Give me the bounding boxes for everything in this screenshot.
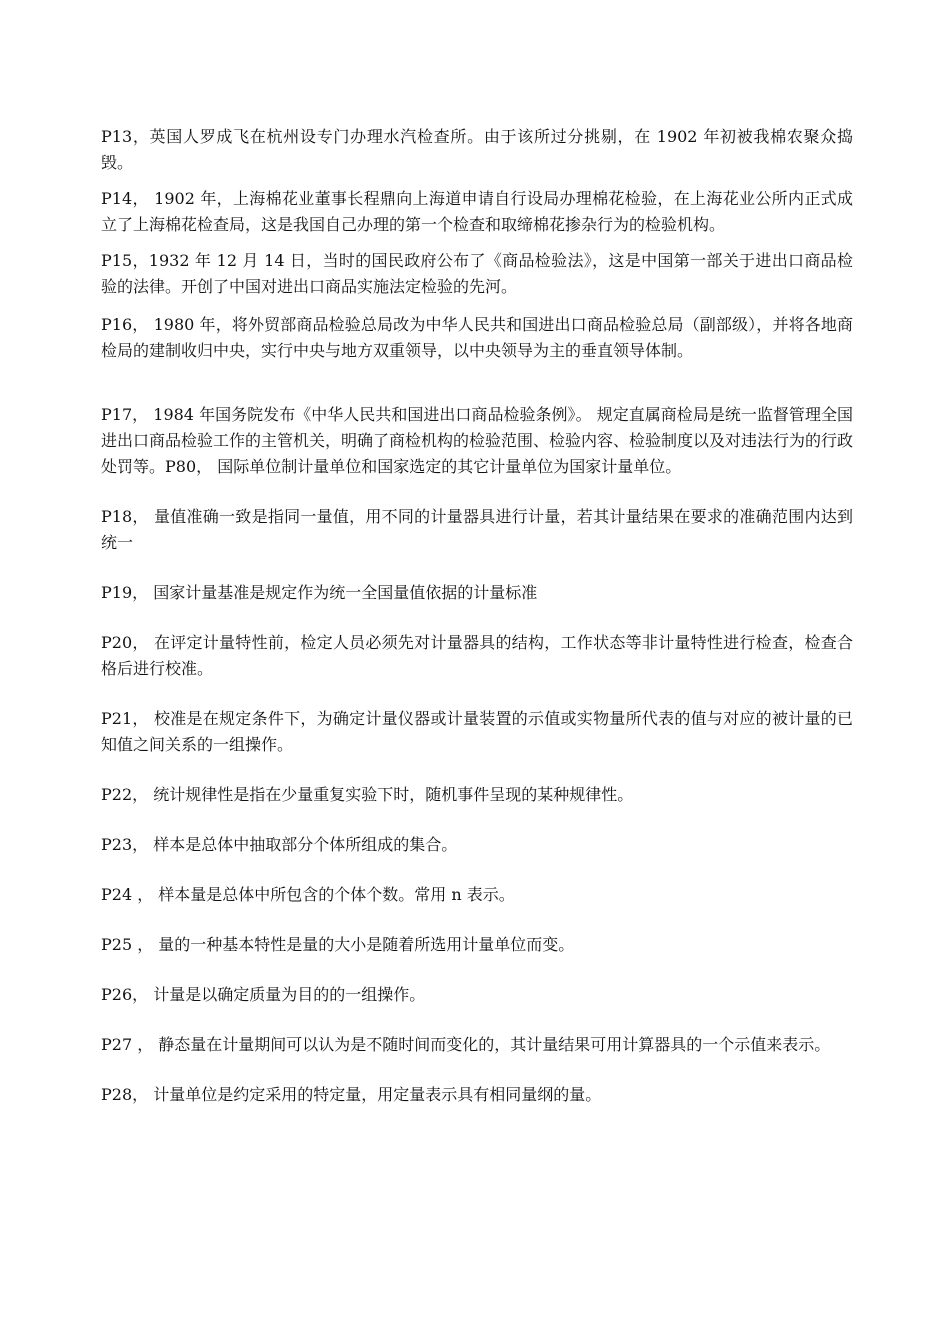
paragraph-p25: P25 ， 量的一种基本特性是量的大小是随着所选用计量单位而变。 — [101, 935, 575, 954]
paragraph-p24: P24 ， 样本量是总体中所包含的个体个数。常用 n 表示。 — [101, 885, 515, 904]
paragraph-p18: P18， 量值准确一致是指同一量值，用不同的计量器具进行计量，若其计量结果在要求的准确范围内达到统一 — [101, 507, 853, 552]
paragraph-p27: P27 ， 静态量在计量期间可以认为是不随时间而变化的，其计量结果可用计算器具的一个示值来表示。 — [101, 1035, 831, 1054]
document-body — [101, 124, 853, 1108]
paragraph-p19: P19， 国家计量基准是规定作为统一全国量值依据的计量标准 — [101, 583, 538, 602]
paragraph-p16: P16， 1980 年，将外贸部商品检验总局改为中华人民共和国进出口商品检验总局（副部级），并将各地商检局的建制收归中央，实行中央与地方双重领导，以中央领导为主的垂直领导体制。 — [101, 315, 853, 360]
paragraph-p17: P17， 1984 年国务院发布《中华人民共和国进出口商品检验条例》。 规定直属商检局是统一监督管理全国进出口商品检验工作的主管机关，明确了商检机构的检验范围、检验内容、检验制度以及对违法行为的行政处罚等。P80， 国际单位制计量单位和国家选定的其它计量单位为国家计量单位。 — [101, 405, 854, 476]
paragraph-p23: P23， 样本是总体中抽取部分个体所组成的集合。 — [101, 835, 458, 854]
paragraph-p14: P14， 1902 年，上海棉花业董事长程鼎向上海道申请自行设局办理棉花检验，在上海花业公所内正式成立了上海棉花检查局，这是我国自己办理的第一个检查和取缔棉花掺杂行为的检验机构。 — [101, 189, 853, 234]
paragraph-p13: P13，英国人罗成飞在杭州设专门办理水汽检查所。由于该所过分挑剔，在 1902 年初被我棉农聚众捣毁。 — [101, 127, 853, 172]
paragraph-p28: P28， 计量单位是约定采用的特定量，用定量表示具有相同量纲的量。 — [101, 1085, 602, 1104]
paragraph-p22: P22， 统计规律性是指在少量重复实验下时，随机事件呈现的某种规律性。 — [101, 785, 634, 804]
paragraph-p20: P20， 在评定计量特性前，检定人员必须先对计量器具的结构，工作状态等非计量特性进行检查，检查合格后进行校准。 — [101, 633, 853, 678]
paragraph-p21: P21， 校准是在规定条件下，为确定计量仪器或计量装置的示值或实物量所代表的值与对应的被计量的已知值之间关系的一组操作。 — [101, 709, 853, 754]
paragraph-p15: P15，1932 年 12 月 14 日，当时的国民政府公布了《商品检验法》，这是中国第一部关于进出口商品检验的法律。开创了中国对进出口商品实施法定检验的先河。 — [101, 251, 853, 296]
paragraph-p26: P26， 计量是以确定质量为目的的一组操作。 — [101, 985, 426, 1004]
